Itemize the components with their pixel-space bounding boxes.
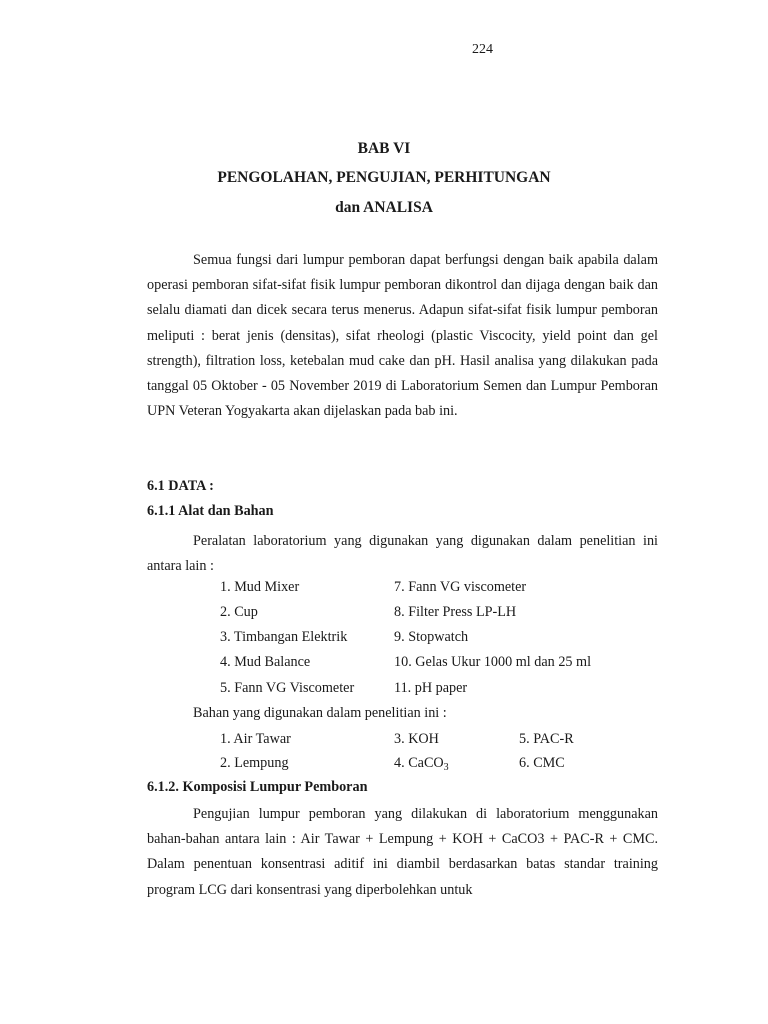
alat-item: 1. Mud Mixer <box>220 579 300 595</box>
alat-item: 11. pH paper <box>394 680 468 696</box>
alat-item: 7. Fann VG viscometer <box>394 579 527 595</box>
bahan-intro: Bahan yang digunakan dalam penelitian ini : <box>193 705 447 721</box>
alat-item: 3. Timbangan Elektrik <box>220 629 348 645</box>
bahan-item: 2. Lempung <box>220 755 289 771</box>
bahan-item: 6. CMC <box>519 755 565 771</box>
subscript: 3 <box>443 762 449 773</box>
chapter-title: PENGOLAHAN, PENGUJIAN, PERHITUNGAN <box>217 169 551 186</box>
bahan-item <box>394 755 449 773</box>
alat-item: 2. Cup <box>220 604 258 620</box>
page-number: 224 <box>472 42 493 57</box>
alat-item: 10. Gelas Ukur 1000 ml dan 25 ml <box>394 654 592 670</box>
bahan-item: 5. PAC-R <box>519 731 574 747</box>
komposisi-paragraph: Pengujian lumpur pemboran yang dilakukan di laboratorium menggunakan bahan-bahan antara lain : Air Tawar + Lempung + KOH + CaCO3 + PAC-R + CMC. Dalam penentuan konsentrasi aditif ini diambil berdasarkan batas standar training program LCG dari konsentrasi yang diperbolehkan untuk <box>147 806 658 898</box>
bahan-item: 3. KOH <box>394 731 439 747</box>
alat-item: 8. Filter Press LP-LH <box>394 604 517 620</box>
alat-item: 9. Stopwatch <box>394 629 469 645</box>
chapter-subtitle: dan ANALISA <box>335 199 433 216</box>
bahan-item: 1. Air Tawar <box>220 731 291 747</box>
alat-intro-paragraph: Peralatan laboratorium yang digunakan yang digunakan dalam penelitian ini antara lain : <box>147 533 658 575</box>
chapter-number: BAB VI <box>357 140 411 157</box>
section-6-1-2-heading: 6.1.2. Komposisi Lumpur Pemboran <box>147 779 368 795</box>
alat-item: 5. Fann VG Viscometer <box>220 680 355 696</box>
intro-paragraph: Semua fungsi dari lumpur pemboran dapat berfungsi dengan baik apabila dalam operasi pemboran sifat-sifat fisik lumpur pemboran dikontrol dan dijaga dengan baik dan selalu diamati dan dicek secara terus menerus. Adapun sifat-sifat fisik lumpur pemboran meliputi : berat jenis (densitas), sifat rheologi (plastic Viscocity, yield point dan gel strength), filtration loss, ketebalan mud cake dan pH. Hasil analisa yang dilakukan pada tanggal 05 Oktober - 05 November 2019 di Laboratorium Semen dan Lumpur Pemboran UPN Veteran Yogyakarta akan dijelaskan pada bab ini. <box>147 252 658 420</box>
alat-item: 4. Mud Balance <box>220 654 311 670</box>
section-6-1-1-heading: 6.1.1 Alat dan Bahan <box>147 503 274 519</box>
bahan-item-text: 4. CaCO <box>394 755 444 771</box>
section-6-1-heading: 6.1 DATA : <box>147 478 214 494</box>
